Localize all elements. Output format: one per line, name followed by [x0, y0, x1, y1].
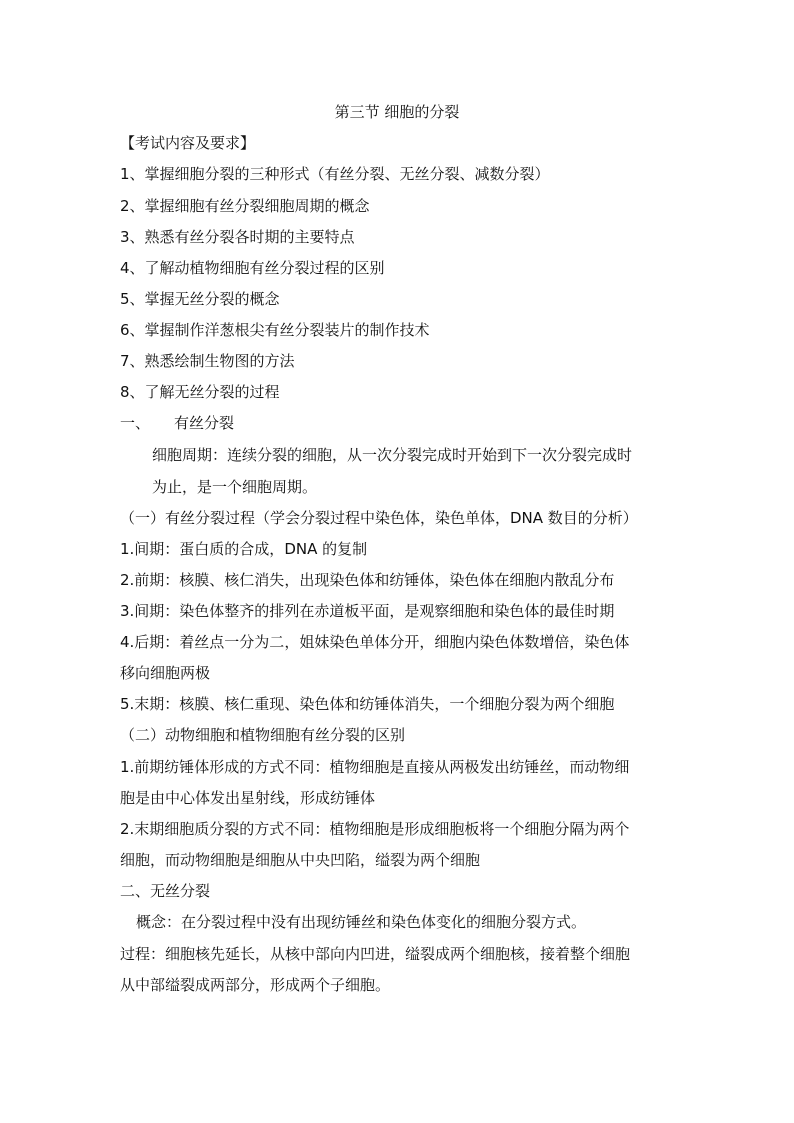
requirements-heading: 【考试内容及要求】: [120, 134, 256, 152]
paragraph-line: 过程：细胞核先延长，从核中部向内凹进，缢裂成两个细胞核，接着整个细胞: [120, 945, 631, 963]
paragraph-line: 1.前期纺锤体形成的方式不同：植物细胞是直接从两极发出纺锤丝，而动物细: [120, 758, 630, 776]
requirement-item: 8、了解无丝分裂的过程: [120, 383, 280, 401]
paragraph-line: 胞是由中心体发出星射线，形成纺锤体: [120, 789, 376, 807]
phase-line: 5.末期：核膜、核仁重现、染色体和纺锤体消失，一个细胞分裂为两个细胞: [120, 695, 615, 713]
section-heading: 有丝分裂: [174, 414, 235, 432]
requirement-item: 5、掌握无丝分裂的概念: [120, 290, 280, 308]
section-number: 一、: [120, 414, 151, 432]
phase-line: 2.前期：核膜、核仁消失，出现染色体和纺锤体，染色体在细胞内散乱分布: [120, 571, 615, 589]
page-title: 第三节 细胞的分裂: [334, 103, 460, 121]
requirement-item: 1、掌握细胞分裂的三种形式（有丝分裂、无丝分裂、减数分裂）: [120, 165, 550, 183]
requirement-item: 2、掌握细胞有丝分裂细胞周期的概念: [120, 197, 370, 215]
paragraph-line: 从中部缢裂成两部分，形成两个子细胞。: [120, 976, 391, 994]
requirement-item: 4、了解动植物细胞有丝分裂过程的区别: [120, 259, 385, 277]
section-heading: 二、无丝分裂: [120, 882, 211, 900]
subsection-heading: （二）动物细胞和植物细胞有丝分裂的区别: [120, 726, 406, 744]
requirement-item: 7、熟悉绘制生物图的方法: [120, 352, 295, 370]
requirement-item: 6、掌握制作洋葱根尖有丝分裂装片的制作技术: [120, 321, 430, 339]
paragraph-line: 概念：在分裂过程中没有出现纺锤丝和染色体变化的细胞分裂方式。: [136, 913, 587, 931]
phase-line: 1.间期：蛋白质的合成，DNA 的复制: [120, 540, 368, 558]
subsection-heading: （一）有丝分裂过程（学会分裂过程中染色体，染色单体，DNA 数目的分析）: [120, 509, 638, 527]
paragraph-line: 2.末期细胞质分裂的方式不同：植物细胞是形成细胞板将一个细胞分隔为两个: [120, 820, 630, 838]
phase-line: 移向细胞两极: [120, 664, 211, 682]
phase-line: 4.后期：着丝点一分为二，姐妹染色单体分开，细胞内染色体数增倍，染色体: [120, 633, 630, 651]
paragraph-line: 为止，是一个细胞周期。: [152, 478, 318, 496]
paragraph-line: 细胞，而动物细胞是细胞从中央凹陷，缢裂为两个细胞: [120, 851, 481, 869]
paragraph-line: 细胞周期：连续分裂的细胞，从一次分裂完成时开始到下一次分裂完成时: [152, 446, 633, 464]
phase-line: 3.间期：染色体整齐的排列在赤道板平面，是观察细胞和染色体的最佳时期: [120, 602, 615, 620]
requirement-item: 3、熟悉有丝分裂各时期的主要特点: [120, 228, 355, 246]
